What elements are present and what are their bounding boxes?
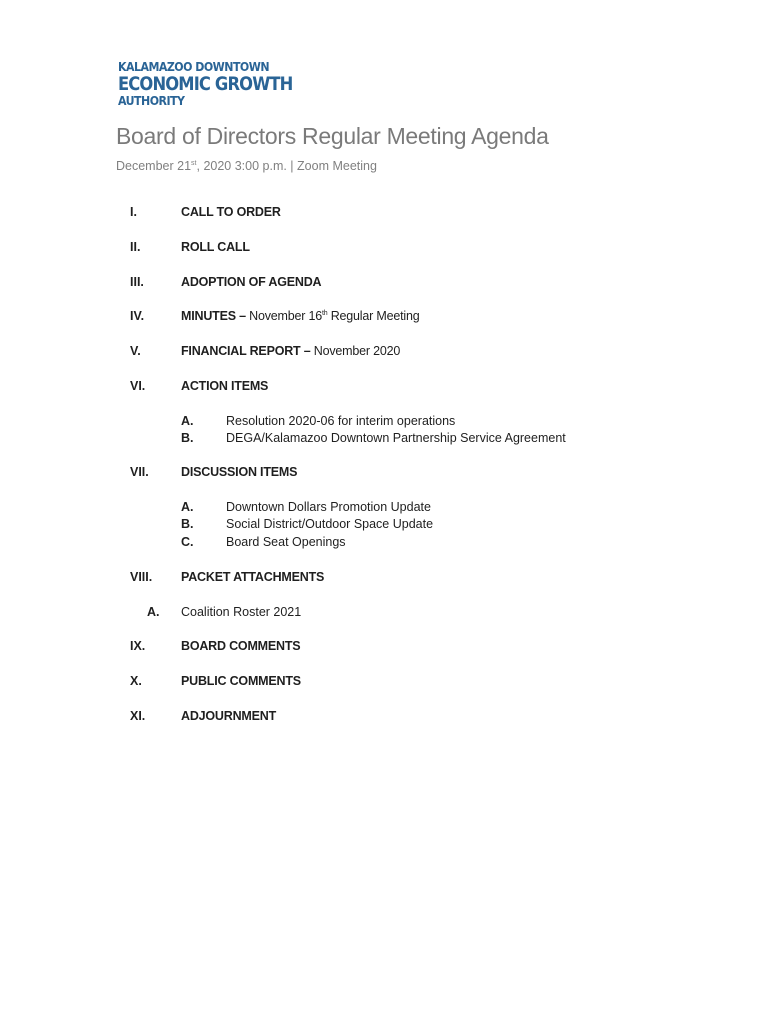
subitem-letter: A. xyxy=(147,605,160,619)
agenda-item-number: IX. xyxy=(130,639,146,653)
action-subitem xyxy=(0,429,770,447)
date-ordinal-suffix: st xyxy=(191,159,197,167)
logo-line-3: AUTHORITY xyxy=(118,92,185,108)
agenda-item-heading: ROLL CALL xyxy=(181,240,250,254)
subitem-text: DEGA/Kalamazoo Downtown Partnership Service Agreement xyxy=(226,431,566,445)
agenda-item-number: VIII. xyxy=(130,570,153,584)
agenda-item-heading: CALL TO ORDER xyxy=(181,205,281,219)
agenda-item-heading: DISCUSSION ITEMS xyxy=(181,465,298,479)
agenda-item-call-to-order xyxy=(0,203,770,221)
agenda-item-number: VII. xyxy=(130,465,149,479)
agenda-item-financial-report xyxy=(0,342,770,360)
subitem-letter: B. xyxy=(181,517,194,531)
document-title: Board of Directors Regular Meeting Agenda xyxy=(116,123,549,149)
agenda-item-heading: ACTION ITEMS xyxy=(181,379,269,393)
agenda-item-board-comments xyxy=(0,637,770,655)
agenda-item-number: VI. xyxy=(130,379,146,393)
meeting-time-location: , 2020 3:00 p.m. | Zoom Meeting xyxy=(196,159,377,173)
agenda-item-heading xyxy=(181,342,400,360)
subitem-text: Coalition Roster 2021 xyxy=(181,605,302,619)
agenda-item-heading-label: FINANCIAL REPORT – xyxy=(181,344,311,358)
subitem-text: Social District/Outdoor Space Update xyxy=(226,517,434,531)
agenda-item-heading: PUBLIC COMMENTS xyxy=(181,674,301,688)
agenda-item-heading: ADJOURNMENT xyxy=(181,709,277,723)
agenda-item-heading: PACKET ATTACHMENTS xyxy=(181,570,325,584)
agenda-item-roll-call xyxy=(0,238,770,256)
agenda-item-heading xyxy=(181,307,419,325)
agenda-item-detail: November 16 xyxy=(245,309,322,323)
subitem-letter: C. xyxy=(181,535,194,549)
logo-line-2: ECONOMIC GROWTH xyxy=(118,72,293,95)
agenda-item-number: X. xyxy=(130,674,142,688)
agenda-item-detail-ordinal: th xyxy=(322,309,328,317)
discussion-subitem xyxy=(0,533,770,551)
subitem-text: Resolution 2020-06 for interim operations xyxy=(226,414,456,428)
logo-line-1: KALAMAZOO DOWNTOWN xyxy=(118,59,270,74)
discussion-subitem xyxy=(0,515,770,533)
agenda-item-adjournment xyxy=(0,707,770,725)
agenda-item-number: XI. xyxy=(130,709,146,723)
agenda-item-number: V. xyxy=(130,344,141,358)
subitem-letter: A. xyxy=(181,500,194,514)
agenda-item-heading-label: MINUTES – xyxy=(181,309,246,323)
agenda-item-discussion-items xyxy=(0,463,770,481)
agenda-item-detail: November 2020 xyxy=(310,344,401,358)
subitem-letter: A. xyxy=(181,414,194,428)
agenda-item-minutes xyxy=(0,307,770,325)
agenda-item-action-items xyxy=(0,377,770,395)
agenda-item-public-comments xyxy=(0,672,770,690)
agenda-item-detail-rest: Regular Meeting xyxy=(327,309,420,323)
agenda-item-heading: BOARD COMMENTS xyxy=(181,639,301,653)
subitem-letter: B. xyxy=(181,431,194,445)
agenda-item-number: IV. xyxy=(130,309,145,323)
agenda-item-number: III. xyxy=(130,275,144,289)
attachment-subitem xyxy=(0,603,770,621)
agenda-item-packet-attachments xyxy=(0,568,770,586)
agenda-item-number: I. xyxy=(130,205,137,219)
subitem-text: Downtown Dollars Promotion Update xyxy=(226,500,431,514)
discussion-subitem xyxy=(0,498,770,516)
subitem-text: Board Seat Openings xyxy=(226,535,346,549)
agenda-item-heading: ADOPTION OF AGENDA xyxy=(181,275,322,289)
agenda-item-adoption-of-agenda xyxy=(0,273,770,291)
action-subitem xyxy=(0,412,770,430)
agenda-item-number: II. xyxy=(130,240,141,254)
meeting-date: December 21 xyxy=(116,159,192,173)
